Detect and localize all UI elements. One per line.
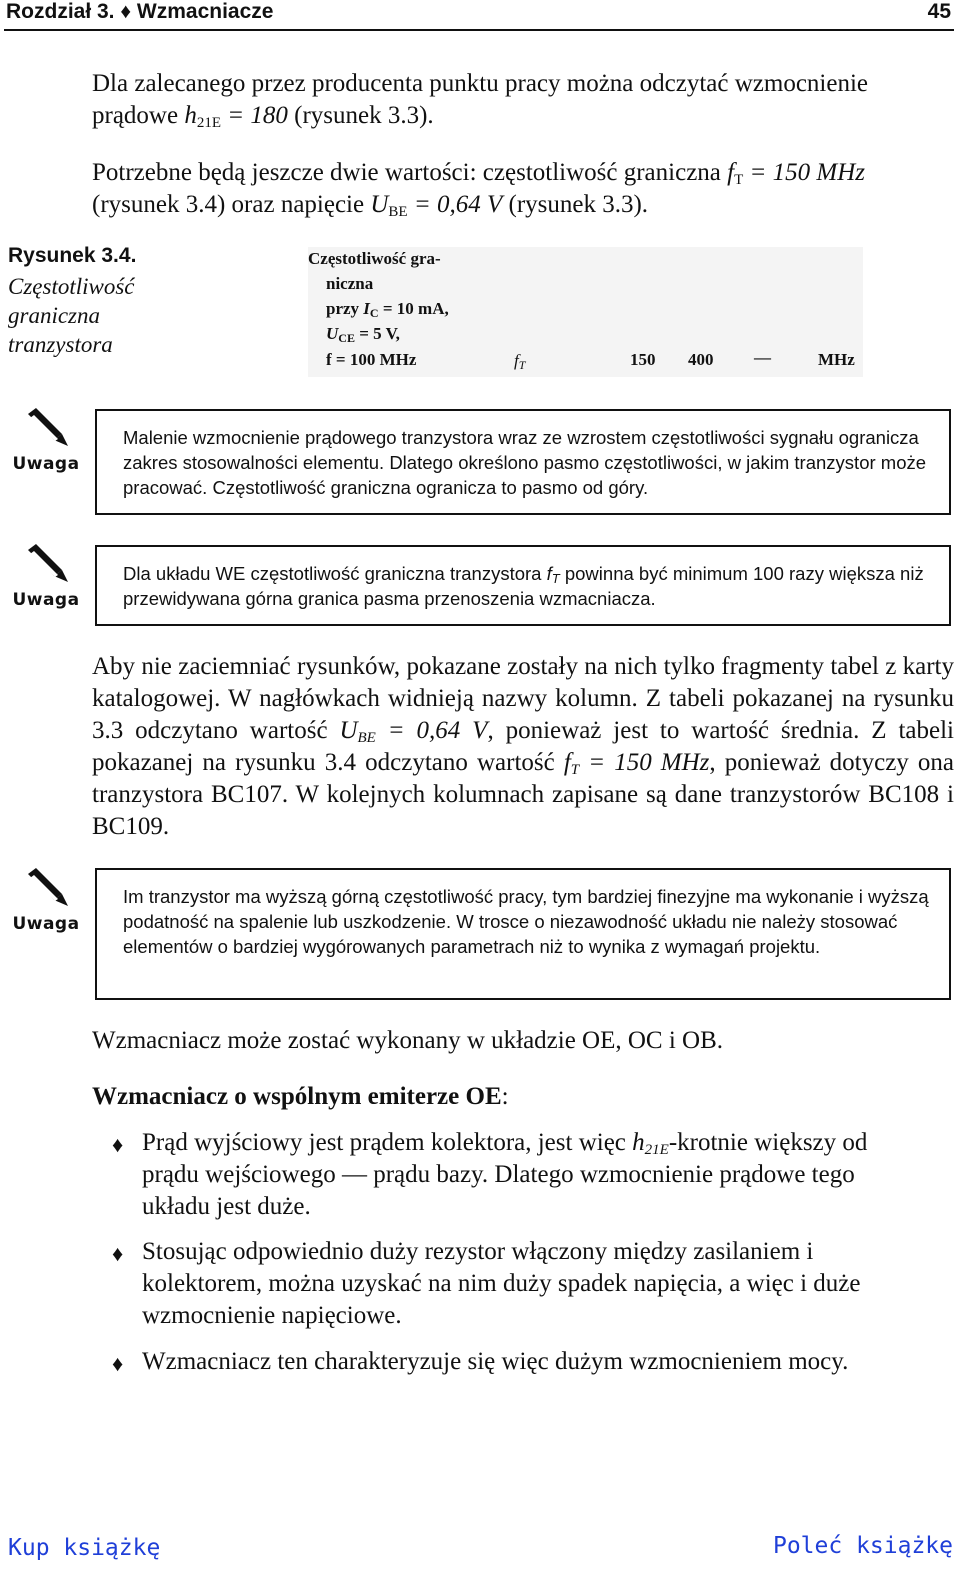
diamond-bullet-icon: ♦ <box>112 1241 124 1266</box>
diamond-bullet-icon: ♦ <box>112 1351 124 1376</box>
section-heading: Wzmacniacz o wspólnym emiterze OE: <box>92 1083 509 1110</box>
bullet-text-1: Prąd wyjściowy jest prądem kolektora, jest więc $h_{21E}$-krotnie większy od prądu wejściowego — prądu bazy. Dlatego wzmocnienie prądowe tego układu jest duże. <box>142 1129 868 1220</box>
body-sentence-3: Wzmacniacz może zostać wykonany w układzie OE, OC i OB. <box>92 1027 724 1054</box>
figure-label: Rysunek 3.4. <box>8 244 137 267</box>
table-symbol-ft: $f_T$ <box>514 351 526 372</box>
note-box-3 <box>95 868 951 1000</box>
bullet-text-3: Wzmacniacz ten charakteryzuje się więc dużym wzmocnieniem mocy. <box>142 1348 849 1375</box>
table-condition-ic: przy $I_C = 10$ mA, <box>326 299 449 320</box>
intro-paragraph-1: Dla zalecanego przez producenta punktu pracy można odczytać wzmocnienie prądowe $h_{21E} = 180$ (rysunek 3.3). <box>92 70 869 131</box>
table-condition-uce: $U_{CE} = 5$ V, <box>326 324 400 345</box>
bullet-item-2 <box>112 1236 912 1332</box>
note-label: Uwaga <box>12 454 80 474</box>
pencil-icon <box>22 868 70 908</box>
table-unit: MHz <box>818 350 855 369</box>
note-box-2 <box>95 545 951 626</box>
diamond-bullet-icon: ♦ <box>112 1132 124 1157</box>
pencil-icon <box>22 544 70 584</box>
bullet-text-2: Stosując odpowiednio duży rezystor włączony między zasilaniem i kolektorem, można uzyskać na nim duży spadek napięcia, a więc i duże wzmocnienie napięciowe. <box>142 1238 861 1329</box>
bullet-item-1 <box>112 1127 912 1223</box>
table-value-bc109: — <box>754 348 771 367</box>
recommend-book-link[interactable]: Poleć książkę <box>772 1533 953 1559</box>
table-value-bc107: 150 <box>630 350 656 369</box>
intro-paragraph-2: Potrzebne będą jeszcze dwie wartości: częstotliwość graniczna $f_T = 150$ MHz (rysunek 3.4) oraz napięcie $U_{BE} = 0,64$ V (rysunek 3.3). <box>92 159 865 220</box>
buy-book-link[interactable]: Kup książkę <box>8 1535 161 1561</box>
body-paragraph-2: Aby nie zaciemniać rysunków, pokazane zostały na nich tylko fragmenty tabel z karty katalogowej. W nagłówkach widnieją nazwy kolumn. Z tabeli pokazanej na rysunku 3.3 odczytano wartość $U_{BE} = 0,64$ V, ponieważ jest to wartość średnia. Z tabeli pokazanej na rysunku 3.4 odczytano wartość $f_T = 150$ MHz, ponieważ dotyczy ona tranzystora BC107. W kolejnych kolumnach zapisane są dane tranzystorów BC108 i BC109. <box>92 653 954 840</box>
note-text-3: Im tranzystor ma wyższą górną częstotliwość pracy, tym bardziej finezyjne ma wykonanie i wyższą podatność na spalenie lub uszkodzenie. W trosce o niezawodność układu nie należy stosować elementów o bardziej wygórowanych parametrach niż to wynika z wymagań projektu. <box>123 886 929 957</box>
table-header-line-2: niczna <box>326 274 374 293</box>
note-text-2: Dla układu WE częstotliwość graniczna tranzystora $f_T$ powinna być minimum 100 razy większa niż przewidywana górna granica pasma przenoszenia wzmacniacza. <box>123 563 924 609</box>
table-value-bc108: 400 <box>688 350 714 369</box>
pencil-icon <box>22 408 70 448</box>
datasheet-table-fragment <box>308 247 863 377</box>
note-icon-3 <box>10 868 82 934</box>
note-text-1: Malenie wzmocnienie prądowego tranzystora wraz ze wzrostem częstotliwości sygnału ogranicza zakres stosowalności elementu. Dlatego określono pasmo częstotliwości, w jakim tranzystor może pracować. Częstotliwość graniczna ogranicza to pasmo od góry. <box>123 427 927 498</box>
note-icon-2 <box>10 544 82 610</box>
table-header-line-1: Częstotliwość gra- <box>308 249 441 268</box>
note-label: Uwaga <box>12 914 80 934</box>
page-number: 45 <box>927 0 951 23</box>
running-header-chapter: Rozdział 3. ♦ Wzmacniacze <box>6 0 274 23</box>
header-rule <box>4 29 954 31</box>
note-label: Uwaga <box>12 590 80 610</box>
note-icon-1 <box>10 408 82 474</box>
note-box-1 <box>95 409 951 515</box>
figure-caption: Częstotliwość graniczna tranzystora <box>8 274 135 357</box>
table-condition-f: f = 100 MHz <box>326 350 417 369</box>
bullet-item-3 <box>112 1346 912 1378</box>
